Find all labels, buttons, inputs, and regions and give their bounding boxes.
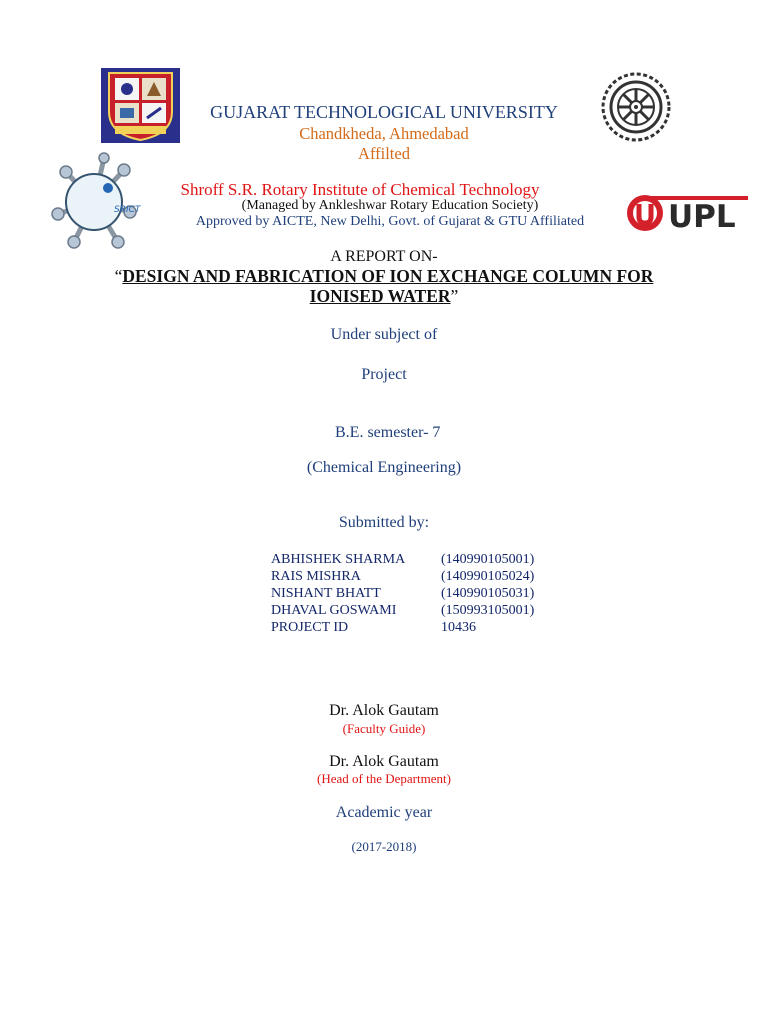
student-name: DHAVAL GOSWAMI bbox=[271, 603, 397, 618]
report-title-line-1: DESIGN AND FABRICATION OF ION EXCHANGE COLUMN FOR bbox=[122, 266, 654, 286]
university-location: Chandkheda, Ahmedabad bbox=[299, 124, 469, 143]
student-name: ABHISHEK SHARMA bbox=[271, 552, 406, 567]
report-title-line-2: IONISED WATER bbox=[309, 286, 451, 306]
submitted-by-label: Submitted by: bbox=[338, 514, 430, 531]
upl-logo bbox=[624, 192, 748, 234]
student-row bbox=[271, 585, 534, 602]
managed-by-line: (Managed by Ankleshwar Rotary Education Society) bbox=[241, 198, 539, 213]
project-id-label: PROJECT ID bbox=[271, 620, 349, 635]
department-label: (Chemical Engineering) bbox=[306, 459, 462, 476]
student-id: (150993105001) bbox=[441, 603, 535, 618]
institute-name: Shroff S.R. Rotary Institute of Chemical Technology bbox=[180, 180, 540, 199]
student-name: RAIS MISHRA bbox=[271, 569, 361, 584]
students-list bbox=[271, 551, 534, 636]
student-row bbox=[271, 568, 534, 585]
faculty-guide-name: Dr. Alok Gautam bbox=[329, 702, 439, 719]
report-title bbox=[90, 266, 678, 306]
student-name: NISHANT BHATT bbox=[271, 586, 381, 601]
approved-by-line: Approved by AICTE, New Delhi, Govt. of Gujarat & GTU Affiliated bbox=[195, 214, 585, 229]
hod-name: Dr. Alok Gautam bbox=[329, 753, 439, 770]
semester-label: B.E. semester- 7 bbox=[335, 424, 441, 441]
title-close-quote: ” bbox=[450, 286, 459, 306]
affiliation-label: Affilted bbox=[358, 144, 410, 163]
under-subject-label: Under subject of bbox=[330, 326, 438, 343]
report-heading: A REPORT ON- bbox=[330, 248, 438, 265]
project-id-row bbox=[271, 619, 534, 636]
hod-role: (Head of the Department) bbox=[317, 771, 451, 786]
subject-name: Project bbox=[361, 366, 407, 383]
student-id: (140990105001) bbox=[441, 552, 535, 567]
upl-logo-text: UPL bbox=[668, 199, 736, 234]
academic-year-label: Academic year bbox=[335, 804, 433, 821]
student-id: (140990105031) bbox=[441, 586, 535, 601]
university-name: GUJARAT TECHNOLOGICAL UNIVERSITY bbox=[210, 102, 558, 122]
academic-year-value: (2017-2018) bbox=[351, 839, 417, 854]
srict-logo bbox=[44, 152, 144, 252]
project-id-value: 10436 bbox=[441, 620, 476, 635]
student-row bbox=[271, 551, 534, 568]
student-row bbox=[271, 602, 534, 619]
srict-logo-text: SRICT bbox=[114, 205, 141, 215]
faculty-guide-role: (Faculty Guide) bbox=[342, 721, 426, 736]
student-id: (140990105024) bbox=[441, 569, 535, 584]
title-open-quote: “ bbox=[114, 266, 123, 286]
